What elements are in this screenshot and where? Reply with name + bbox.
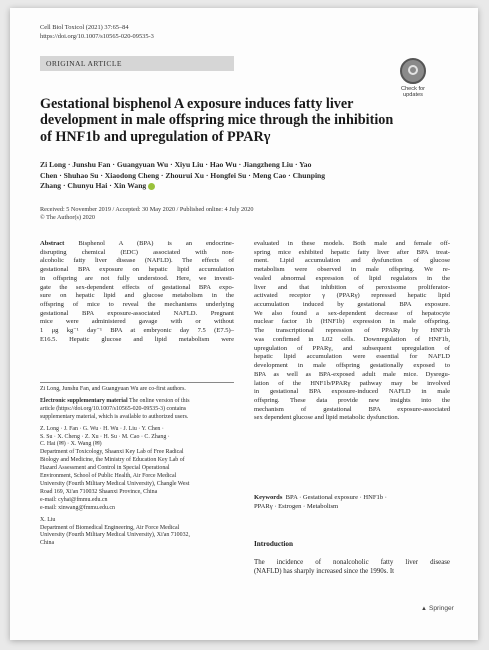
article-type-label: ORIGINAL ARTICLE xyxy=(46,59,122,68)
affiliation-line: China xyxy=(40,540,55,547)
abstract-line: in gestational BPA exposure-induced NAFLD in male xyxy=(254,388,450,396)
check-updates-icon xyxy=(400,58,426,84)
esm-text: The online version of this xyxy=(128,397,190,404)
abstract-line: We also found a sex-dependent decrease of hepatocyte xyxy=(254,309,450,317)
received-line: Received: 5 November 2019 / Accepted: 30 May 2020 / Published online: 4 July 2020 xyxy=(40,206,254,213)
abstract-line: mechanism of gestational BPA exposure-associated xyxy=(254,405,450,413)
intro-line: (NAFLD) has sharply increased since the 1990s. It xyxy=(254,568,395,576)
title-line: Gestational bisphenol A exposure induces fatty liver xyxy=(40,96,354,112)
abstract-line: 1 μg kg⁻¹ day⁻¹ BPA at embryonic day 7.5 (E7.5)– xyxy=(40,327,234,335)
abstract-line: in offspring are not fully understood. Here, we investi- xyxy=(40,274,234,282)
abstract-line: offspring of mice to reveal the mechanisms underlying xyxy=(40,301,234,309)
keywords-text: BPA · Gestational exposure · HNF1b · xyxy=(285,494,387,501)
abstract-line: upregulation of PPARγ, and subsequent upregulation of xyxy=(254,344,450,352)
abstract-line: hepatic lipid accumulation were essential for NAFLD xyxy=(254,353,450,361)
abstract-left-column xyxy=(40,240,234,345)
abstract-right-column xyxy=(254,240,450,423)
affiliation-line: Road 169, Xi'an 710032 Shaanxi Province, China xyxy=(40,488,158,495)
affiliation-line: Hazard Assessment and Control in Special Operational xyxy=(40,465,170,472)
affiliation-line: Z. Long · J. Fan · G. Wu · H. Wu · J. Liu · Y. Chen · xyxy=(40,425,164,432)
abstract-line: liver and that inhibition of peroxisome proliferator- xyxy=(254,283,450,291)
keywords-block xyxy=(254,494,450,512)
esm-link-line[interactable]: article (https://doi.org/10.1007/s10565-020-09535-3) contains xyxy=(40,405,187,412)
article-page xyxy=(10,8,478,640)
affiliation-line: X. Liu xyxy=(40,516,56,523)
check-updates-line-1: Check for xyxy=(401,86,425,92)
email-link[interactable]: e-mail: xinwang@fmmu.edu.cn xyxy=(40,504,115,511)
affiliation-line: University (Fourth Military Medical University), Xi'an 710032, xyxy=(40,532,190,539)
keywords-line: PPARγ · Estrogen · Metabolism xyxy=(254,502,339,510)
keywords-line xyxy=(254,494,450,503)
affiliation-line: Department of Toxicology, Shaanxi Key Lab of Free Radical xyxy=(40,449,184,456)
affiliation-line: Biology and Medicine, the Ministry of Education Key Lab of xyxy=(40,457,185,464)
journal-citation: Cell Biol Toxicol (2021) 37:65–84 xyxy=(40,24,129,31)
title-line: of HNF1b and upregulation of PPARγ xyxy=(40,128,271,145)
abstract-line-text: Bisphenol A (BPA) is an endocrine- xyxy=(78,240,234,247)
abstract-line: The transcriptional repression of PPARγ by HNF1b xyxy=(254,327,450,335)
abstract-line: ment. Lipid accumulation and dysfunction of glucose xyxy=(254,257,450,265)
abstract-line: development in male offspring gestationally exposed to xyxy=(254,362,450,370)
article-title xyxy=(40,96,408,145)
footnotes xyxy=(40,386,234,548)
author-line-last xyxy=(40,181,372,192)
abstract-line: gate the sex-dependent effects of gestational BPA expo- xyxy=(40,283,234,291)
introduction-text xyxy=(254,558,450,576)
footnote-divider xyxy=(40,382,234,383)
affiliation-line: University (Fourth Military Medical University), Changle West xyxy=(40,480,190,487)
title-line: development in male offspring mice through the inhibition xyxy=(40,112,394,129)
author-list xyxy=(40,160,372,192)
abstract-line: evaluated in these models. Both male and female off- xyxy=(254,240,450,247)
email-link[interactable]: e-mail: cyhai@fmmu.edu.cn xyxy=(40,496,108,503)
abstract-line: lation of the HNF1b/PPARγ pathway may be involved xyxy=(254,379,450,387)
keywords-heading: Keywords xyxy=(254,494,283,501)
esm-heading: Electronic supplementary material xyxy=(40,397,128,404)
abstract-line: mice were administered gavage with or without xyxy=(40,318,234,326)
abstract-line: spring mice exhibited hepatic fatty liver after BPA treat- xyxy=(254,248,450,256)
author-line-text: Zhang · Chunyu Hai · Xin Wang xyxy=(40,181,147,191)
co-first-authors-note: Zi Long, Junshu Fan, and Guangyuan Wu are co-first authors. xyxy=(40,386,186,392)
abstract-line: was confirmed in L02 cells. Downregulation of HNF1b, xyxy=(254,335,450,343)
abstract-line: activated receptor γ (PPARγ) repressed hepatic lipid xyxy=(254,292,450,300)
abstract-line: metabolism were observed in male offspring. We re- xyxy=(254,266,450,274)
abstract-line: nuclear factor 1b (HNF1b) expression in male offspring. xyxy=(254,318,450,326)
citation-block xyxy=(40,24,300,41)
received-dates xyxy=(40,206,340,223)
author-line: Chen · Shuhao Su · Xiaodong Cheng · Zhourui Xu · Hongfei Su · Meng Cao · Chunping xyxy=(40,170,326,180)
author-line: Zi Long · Junshu Fan · Guangyuan Wu · Xiyu Liu · Hao Wu · Jiangzheng Liu · Yao xyxy=(40,160,312,169)
doi-link[interactable]: https://doi.org/10.1007/s10565-020-09535-3 xyxy=(40,32,154,40)
orcid-icon[interactable] xyxy=(148,183,155,190)
esm-line xyxy=(40,398,234,406)
abstract-line: gestational BPA exposure-associated NAFLD. Pregnant xyxy=(40,309,234,317)
abstract-heading: Abstract xyxy=(40,240,65,247)
abstract-line: sure on hepatic lipid and glucose metabolism in the xyxy=(40,292,234,300)
abstract-line: offspring. These data provide new insights into the xyxy=(254,396,450,404)
affiliation-line: Department of Biomedical Engineering, Air Force Medical xyxy=(40,524,180,531)
abstract-line xyxy=(40,240,234,249)
intro-line: The incidence of nonalcoholic fatty liver disease xyxy=(254,559,450,566)
springer-logo: ▲ Springer xyxy=(421,605,454,612)
abstract-line: E16.5. Hepatic glucose and lipid metabolism were xyxy=(40,335,234,343)
abstract-line: vealed abnormal expression of lipid regulators in the xyxy=(254,274,450,282)
abstract-line: alcoholic fatty liver disease (NAFLD). The effects of xyxy=(40,257,234,265)
esm-line: supplementary material, which is available to authorized users. xyxy=(40,413,189,420)
affiliation-line: Environment, School of Public Health, Air Force Medical xyxy=(40,473,177,480)
affiliation-line: C. Hai (✉) · X. Wang (✉) xyxy=(40,441,102,448)
copyright-line: © The Author(s) 2020 xyxy=(40,214,95,222)
abstract-line: BPA as well as BPA-exposed adult male mice. Dysregu- xyxy=(254,370,450,378)
abstract-line: sex dependent glucose and lipid metabolic dysfunction. xyxy=(254,414,400,422)
abstract-line: accumulation induced by gestational BPA exposure. xyxy=(254,301,450,309)
affiliation-line: S. Su · X. Cheng · Z. Xu · H. Su · M. Cao · C. Zhang · xyxy=(40,433,170,440)
introduction-heading: Introduction xyxy=(254,540,294,548)
abstract-line: gestational BPA exposure on hepatic lipid accumulation xyxy=(40,266,234,274)
abstract-line: disrupting chemical (EDC) associated with non- xyxy=(40,248,234,256)
check-updates-line-2: updates xyxy=(403,92,423,99)
